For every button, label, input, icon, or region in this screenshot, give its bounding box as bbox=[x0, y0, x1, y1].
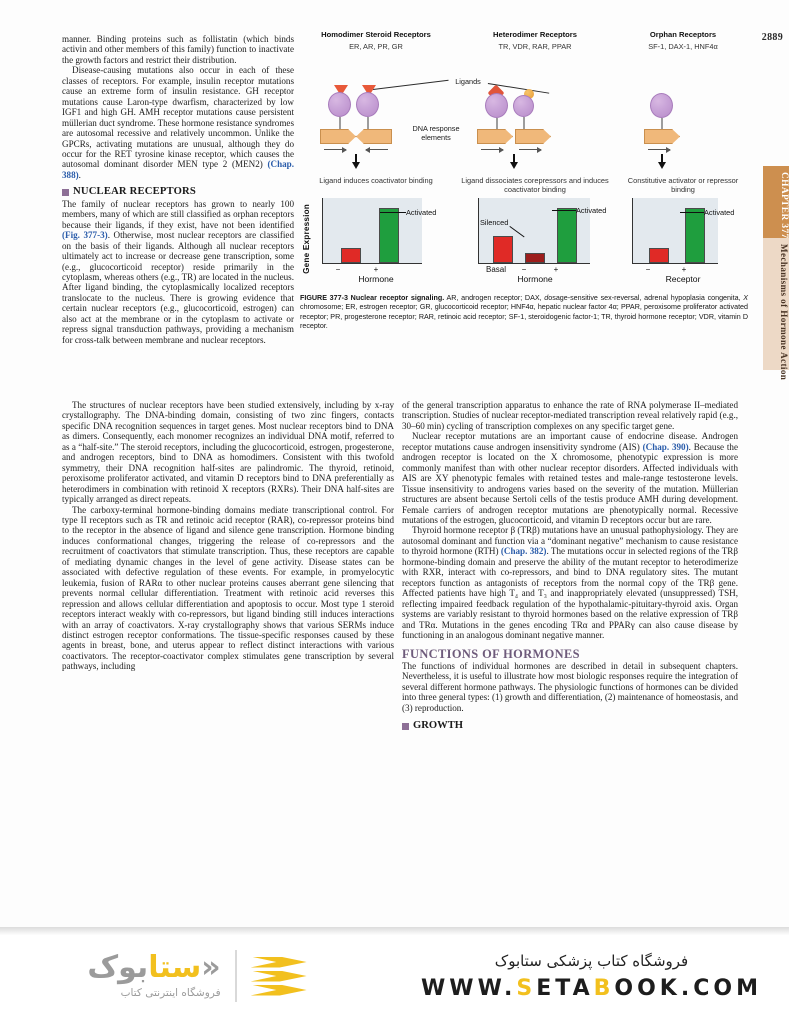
direction-arrow-icon bbox=[519, 149, 541, 150]
figure-column-subtitle: SF-1, DAX-1, HNF4α bbox=[648, 42, 718, 51]
figure-caption-title: Nuclear receptor signaling. bbox=[350, 294, 445, 302]
chart-x-axis-label: Hormone bbox=[358, 274, 394, 284]
banner-text-group bbox=[394, 935, 789, 1017]
direction-arrow-icon bbox=[481, 149, 503, 150]
figure-caption-italic: d bbox=[544, 294, 549, 302]
annotation-leader-line bbox=[380, 212, 406, 213]
figure-column-subtitle: ER, AR, PR, GR bbox=[349, 42, 403, 51]
figure-step-1 bbox=[300, 176, 452, 194]
chevron-stripe bbox=[251, 957, 307, 968]
bar-chart-homodimer bbox=[300, 196, 452, 288]
figure-step-text: Constitutive activator or repressor binding bbox=[627, 176, 739, 194]
receptor-sphere bbox=[485, 93, 508, 118]
chart-tick-label: + bbox=[373, 265, 379, 274]
figure-column-orphan bbox=[618, 30, 748, 51]
figure-step-2 bbox=[452, 176, 618, 194]
url-part: ETA bbox=[536, 975, 594, 1001]
chart-tick-label: + bbox=[553, 265, 559, 274]
annotation-leader-line bbox=[552, 210, 576, 211]
banner-top-shadow bbox=[0, 927, 789, 935]
figure-column-homodimer bbox=[300, 30, 452, 51]
bar-chart-orphan bbox=[618, 196, 748, 288]
chart-plot-area bbox=[478, 198, 590, 264]
chapter-crossref-390[interactable]: (Chap. 390) bbox=[642, 441, 689, 452]
dna-response-element bbox=[477, 129, 513, 144]
chart-annotation-activated: Activated bbox=[704, 208, 735, 217]
figure-step-3 bbox=[618, 176, 748, 194]
bar-receptor-plus bbox=[685, 208, 705, 263]
figure-column-heterodimer bbox=[452, 30, 618, 51]
figure-column-title: Homodimer Steroid Receptors bbox=[321, 30, 431, 39]
section-heading-growth bbox=[402, 721, 738, 731]
bar-hormone-plus bbox=[557, 208, 577, 263]
left-column-lower bbox=[62, 400, 394, 672]
banner-logo-group bbox=[0, 935, 394, 1017]
ligands-label: Ligands bbox=[455, 77, 481, 86]
chart-tick-label: + bbox=[681, 265, 687, 274]
receptor-sphere bbox=[356, 92, 379, 117]
paragraph: The structures of nuclear receptors have been studied extensively, including by x-ray crystallography. The DNA-binding domain, consisting of two zinc fingers, contacts specific DNA recognition sequences in target genes. Most nuclear receptors bind to DNA as dimers. Consequently, each monomer recognizes an individual DNA motif, referred to as a “half-site.” The steroid receptors, including the glucocorticoid, estrogen, progesterone, and androgen receptors, bind to DNA as homodimers. Consistent with this twofold symmetry, their DNA recognition half-sites are palindromic. The thyroid, retinoid, peroxisome proliferator activated, and vitamin D receptors bind to DNA preferentially as heterodimers in combination with retinoid X receptors (RXRs). Their DNA half-sites are typically arranged as direct repeats. bbox=[62, 400, 394, 505]
figure-caption-body: chromosome; ER, estrogen receptor; GR, glucocorticoid receptor; HNF4α, hepatic nuclear factor 4α; PPAR, peroxisome proliferator activated receptor; PR, progesterone receptor; RAR, retinoic acid receptor; SF-1, steroidogenic factor-1; TR, thyroid hormone receptor; VDR, vitamin D receptor. bbox=[300, 303, 748, 331]
figure-caption-number: FIGURE 377-3 bbox=[300, 294, 348, 302]
dna-response-element bbox=[515, 129, 551, 144]
bar-hormone-minus bbox=[525, 253, 545, 263]
url-accent-s: S bbox=[516, 975, 537, 1001]
paragraph: manner. Binding proteins such as follistatin (which binds activin and other members of this family) function to inactivate the growth factors and restrict their distribution. bbox=[62, 34, 294, 65]
bar-hormone-plus bbox=[379, 208, 399, 263]
figure-caption-body: AR, androgen receptor; DAX, bbox=[446, 294, 545, 302]
section-heading-label: GROWTH bbox=[413, 720, 464, 732]
url-part: WWW. bbox=[421, 975, 517, 1001]
chapter-tab bbox=[763, 166, 789, 381]
paragraph: Disease-causing mutations also occur in each of these classes of receptors. For example, insulin receptor mutations cause an extreme form of insulin resistance. GH receptor mutations cause Laron-type dwarfism, characterized by low IGF1 and high GH. AMH receptor mutations cause persistent müllerian duct syndrome. These hormone resistance syndromes are autosomal recessive and relatively uncommon. Unlike the GPCRs, activating mutations are unusual, although they do occur for the RET tyrosine kinase receptor, which causes the autosomal dominant disorder MEN type 2 (MEN2) (Chap. 388). bbox=[62, 65, 294, 180]
flow-arrow-down-icon bbox=[355, 154, 357, 163]
figure-step-text: Ligand dissociates corepressors and induces coactivator binding bbox=[461, 176, 609, 194]
figure-377-3 bbox=[300, 30, 748, 332]
chart-y-axis-label: Gene Expression bbox=[302, 204, 311, 274]
paragraph-text: . Because the androgen receptor is located on the X chromosome, phenotypic expression is more commonly manifest than with other nuclear receptor disorders. Affected individuals with AIS are XY phenotypic females with retained testes and male-range testosterone levels. Tissue insensitivity to androgens varies based on the severity of the mutation. Müllerian structures are absent because Sertoli cells of the testis produce AMH during development. Female carriers of androgen receptor mutations are phenotypically normal. Recessive mutations of the estrogen, glucocorticoid, and vitamin D receptors occur but are rare. bbox=[402, 441, 738, 525]
figure-step-text: Ligand induces coactivator binding bbox=[319, 176, 433, 185]
chapter-crossref-388[interactable]: (Chap. 388) bbox=[62, 159, 294, 180]
banner-url[interactable] bbox=[421, 976, 762, 1001]
square-bullet-icon bbox=[402, 723, 409, 730]
chapter-tab-title: Mechanisms of Hormone Action bbox=[779, 244, 789, 381]
chevron-stripe bbox=[251, 971, 307, 982]
figure-diagram bbox=[300, 57, 748, 169]
chart-annotation-silenced: Silenced bbox=[480, 218, 509, 227]
receptor-sphere bbox=[650, 93, 673, 118]
direction-arrow-icon bbox=[324, 149, 346, 150]
bar-basal bbox=[493, 236, 513, 263]
left-column-top bbox=[62, 34, 294, 345]
paragraph-text: Thyroid hormone receptor β (TRβ) mutations have an unusual pathophysiology. They are autosomal dominant and function via a “dominant negative” mechanism to cause resistance to thyroid hormone (RTH) bbox=[402, 525, 738, 557]
receptor-stalk bbox=[523, 117, 525, 129]
flow-arrow-down-icon bbox=[513, 154, 515, 163]
square-bullet-icon bbox=[62, 189, 69, 196]
chart-x-axis-label: Hormone bbox=[517, 274, 553, 284]
section-heading-functions-of-hormones: FUNCTIONS OF HORMONES bbox=[402, 647, 580, 662]
figure-panel-headers bbox=[300, 30, 748, 51]
paragraph: The functions of individual hormones are described in detail in subsequent chapters. Nevertheless, it is useful to illustrate how most biologic responses require the integration of several different hormone pathways. The physiologic functions of hormones can be divided into three general types: (1) growth and differentiation, (2) maintenance of homeostasis, and (3) reproduction. bbox=[402, 660, 738, 713]
figure-crossref-377-3[interactable]: (Fig. 377-3) bbox=[62, 230, 108, 241]
section-heading-label: NUCLEAR RECEPTORS bbox=[73, 186, 196, 198]
figure-column-title: Heterodimer Receptors bbox=[493, 30, 577, 39]
dna-response-element bbox=[356, 129, 392, 144]
paragraph-text: . The mutations occur in selected regions of the TRβ hormone-binding domain and preserve the ability of the mutant receptor to heterodimerize with RXR, interact with co-repressors, and bind to DNA regulatory sites. The mutant receptors function as antagonists of receptors from the normal copy of the TRβ gene. Affected patients have high T₄ and T₃ and inappropriately elevated (unsuppressed) TSH, reflecting impaired feedback regulation of the hypothalamic-pituitary-thyroid axis. Organ systems are variably resistant to thyroid hormones based on the relative expression of TRβ and TRα. Mutations in the genes encoding TRα and PPARγ can also cause disease by functioning in an analogous dominant negative manner. bbox=[402, 546, 738, 640]
chapter-crossref-382[interactable]: (Chap. 382) bbox=[500, 546, 547, 557]
right-column-lower bbox=[402, 400, 738, 732]
paragraph-text: The family of nuclear receptors has grown to nearly 100 members, many of which are still classified as orphan receptors because their ligands, if they exist, have not been identified bbox=[62, 198, 294, 230]
url-accent-b: B bbox=[593, 975, 615, 1001]
receptor-stalk bbox=[661, 118, 663, 129]
chart-tick-label: Basal bbox=[485, 265, 506, 274]
paragraph bbox=[62, 199, 294, 345]
paragraph-text: . Otherwise, most nuclear receptors are classified on the basis of their ligands. Although all nuclear receptors ultimately act to increase or decrease gene transcription, some (e.g., glucocorticoid receptor) reside primarily in the cytoplasm, whereas others (e.g., TR) are located in the nucleus. After ligand binding, the cytoplasmically localized receptors translocate to the nucleus. There is growing evidence that certain nuclear receptors (e.g., glucocorticoid, estrogen) can also act at the membrane or in the cytoplasm to activate or repress signal transduction pathways, providing a mechanism for cross-talk between membrane and nuclear receptors. bbox=[62, 230, 294, 345]
receptor-sphere bbox=[513, 95, 534, 117]
receptor-stalk bbox=[496, 118, 498, 129]
page-number: 2889 bbox=[761, 32, 783, 43]
chart-annotation-activated: Activated bbox=[406, 208, 437, 217]
dna-response-element bbox=[644, 129, 680, 144]
chevron-mark-icon bbox=[251, 957, 307, 996]
bar-chart-heterodimer bbox=[452, 196, 618, 288]
chart-tick-label: − bbox=[645, 265, 651, 274]
bar-receptor-minus bbox=[649, 248, 669, 263]
logo-word-accent: ستا bbox=[148, 950, 202, 985]
receptor-stalk bbox=[339, 117, 341, 129]
dna-response-element bbox=[320, 129, 356, 144]
banner-divider bbox=[235, 950, 237, 1002]
section-heading-nuclear-receptors bbox=[62, 187, 294, 197]
figure-caption-italic: X bbox=[743, 294, 748, 302]
logo-word-gray: بوک bbox=[87, 950, 149, 985]
figure-caption-body: osage-sensitive sex-reversal, adrenal hypoplasia congenita, bbox=[548, 294, 744, 302]
watermark-banner bbox=[0, 935, 789, 1017]
chart-tick-label: − bbox=[335, 265, 341, 274]
chart-annotation-activated: Activated bbox=[576, 206, 607, 215]
bar-hormone-minus bbox=[341, 248, 361, 263]
paragraph bbox=[402, 525, 738, 640]
paragraph-text: Nuclear receptor mutations are an important cause of endocrine disease. Androgen receptor mutations cause androgen insensitivity syndrome (AIS) bbox=[402, 431, 738, 452]
annotation-leader-line bbox=[680, 212, 704, 213]
direction-arrow-icon bbox=[648, 149, 670, 150]
leader-line bbox=[373, 80, 449, 90]
paragraph bbox=[402, 431, 738, 525]
figure-column-title: Orphan Receptors bbox=[649, 30, 717, 39]
paragraph-text: Disease-causing mutations also occur in each of these classes of receptors. For example, insulin receptor mutations cause an extreme form of insulin resistance. GH receptor mutations cause Laron-type dwarfism, characterized by low IGF1 and high GH. AMH receptor mutations cause persistent müllerian duct syndrome. These hormone resistance syndromes are autosomal recessive and relatively uncommon. Unlike the GPCRs, activating mutations are unusual, although they do occur for the RET tyrosine kinase receptor, which causes the autosomal dominant disorder MEN type 2 (MEN2) bbox=[62, 65, 294, 170]
url-part: OOK.COM bbox=[614, 975, 762, 1001]
direction-arrow-icon bbox=[366, 149, 388, 150]
figure-step-descriptions bbox=[300, 176, 748, 194]
figure-bar-charts bbox=[300, 196, 748, 288]
figure-caption bbox=[300, 294, 748, 332]
flow-arrow-down-icon bbox=[661, 154, 663, 163]
setabook-logo bbox=[87, 950, 221, 999]
paragraph: of the general transcription apparatus to enhance the rate of RNA polymerase II–mediated transcription. Studies of nuclear receptor-mediated transcription reveal relatively rapid (e.g., 30–60 min) cycling of transcription complexes on any specific target gene. bbox=[402, 400, 738, 431]
banner-tagline: فروشگاه کتاب پزشکی ستابوک bbox=[494, 951, 689, 970]
chevron-stripe bbox=[251, 985, 307, 996]
receptor-stalk bbox=[367, 117, 369, 129]
receptor-sphere bbox=[328, 92, 351, 117]
logo-subtitle: فروشگاه اینترنتی کتاب bbox=[120, 987, 221, 999]
chart-x-axis-label: Receptor bbox=[665, 274, 701, 284]
logo-wordmark: «ستابوک bbox=[87, 950, 221, 985]
chart-tick-label: − bbox=[521, 265, 527, 274]
figure-column-subtitle: TR, VDR, RAR, PPAR bbox=[498, 42, 572, 51]
chapter-tab-number: CHAPTER 377 bbox=[779, 172, 789, 239]
dna-response-elements-label: DNA response elements bbox=[412, 124, 460, 142]
paragraph: The carboxy-terminal hormone-binding domains mediate transcriptional control. For type II receptors such as TR and retinoic acid receptor (RAR), co-repressor proteins bind to the receptor in the absence of ligand and silence gene transcription. Hormone binding induces conformational changes, triggering the release of co-repressors and the recruitment of coactivators that stimulate transcription. Thus, these receptors are capable of mediating dynamic changes in the level of gene activity. Disease states can be associated with defective regulation of these events. For example, in promyelocytic leukemia, fusion of RARα to other nuclear proteins causes aberrant gene silencing that prevents normal cellular differentiation. Treatment with retinoic acid reverses this repression and allows cellular differentiation and apoptosis to occur. Most type 1 steroid receptors interact weakly with co-repressors, but ligand binding still induces interactions with an array of coactivators. X-ray crystallography shows that various SERMs induce distinct estrogen receptor conformations. The tissue-specific responses caused by these agents in breast, bone, and uterus appear to reflect distinct interactions with various coactivators. The receptor-coactivator complex stimulates gene transcription by several pathways, including bbox=[62, 504, 394, 672]
